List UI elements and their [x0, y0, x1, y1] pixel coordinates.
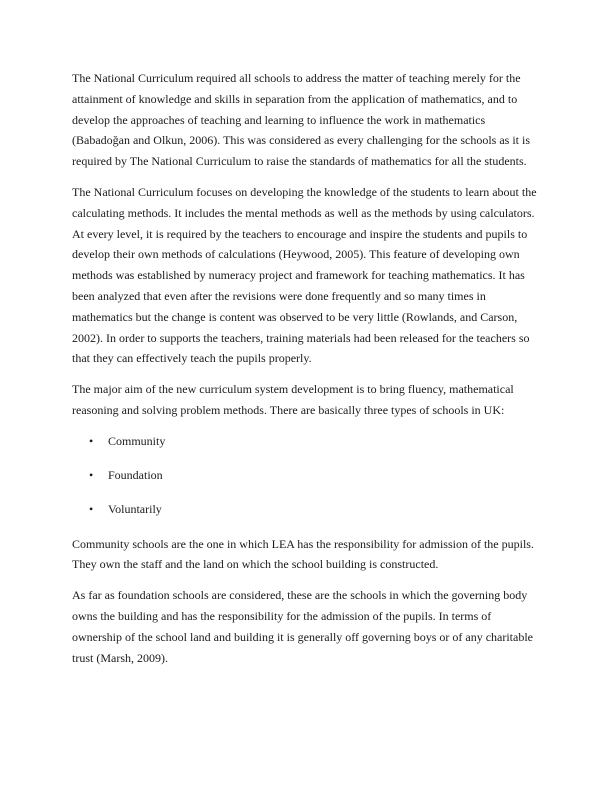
- paragraph-foundation-schools: As far as foundation schools are considered, these are the schools in which the governing body owns the building and has the responsibility for the admission of the pupils. In terms of ownership of the school land and building it is generally off governing boys or of any charitable trust (Marsh, 2009).: [72, 588, 534, 665]
- paragraph-national-curriculum-requirements: The National Curriculum required all schools to address the matter of teaching merely for the attainment of knowledge and skills in separation from the application of mathematics, and to develop the approaches of teaching and learning to influence the work in mathematics (Babadoğan and Olkun, 2006). This was considered as every challenging for the schools as it is required by The National Curriculum to raise the standards of mathematics for all the students.: [72, 71, 531, 169]
- document-page: [72, 68, 542, 678]
- bullet-icon: •: [89, 433, 94, 448]
- list-item: [72, 499, 542, 520]
- paragraph-community-schools: Community schools are the one in which LEA has the responsibility for admission of the pupils. They own the staff and the land on which the school building is constructed.: [72, 536, 534, 572]
- bullet-icon: •: [89, 502, 94, 517]
- list-item-label: Community: [108, 433, 166, 448]
- list-item-label: Foundation: [108, 468, 163, 483]
- list-item: [72, 431, 542, 452]
- bullet-icon: •: [89, 468, 94, 483]
- list-item-label: Voluntarily: [108, 502, 162, 517]
- paragraph-curriculum-aim: The major aim of the new curriculum system development is to bring fluency, mathematical reasoning and solving problem methods. There are basically three types of schools in UK:: [72, 382, 514, 417]
- paragraph-calculating-methods: The National Curriculum focuses on developing the knowledge of the students to learn about the calculating methods. It includes the mental methods as well as the methods by using calculators. At every level, it is required by the teachers to encourage and inspire the students and pupils to develop their own methods of calculations (Heywood, 2005). This feature of developing own methods was established by numeracy project and framework for teaching mathematics. It has been analyzed that even after the revisions were done frequently and so many times in mathematics but the change is content was observed to be very little (Rowlands, and Carson, 2002). In order to supports the teachers, training materials had been released for the teachers so that they can effectively teach the pupils properly.: [72, 184, 537, 366]
- school-types-list: [72, 431, 542, 520]
- list-item: [72, 465, 542, 486]
